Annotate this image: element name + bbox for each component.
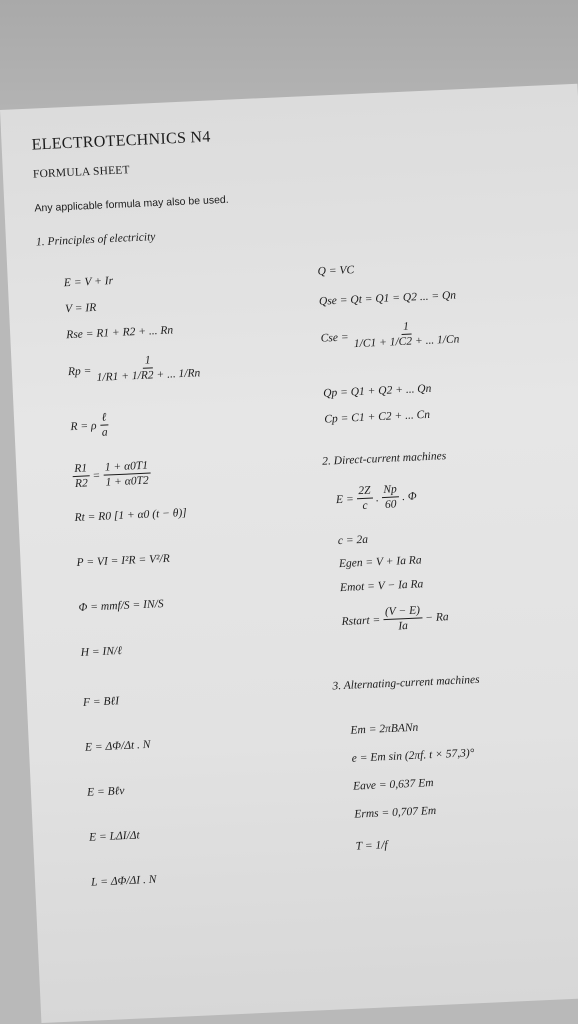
formula-power: P = VI = I²R = V²/R <box>76 552 171 569</box>
formula-rms-emf: Erms = 0,707 Em <box>354 804 437 821</box>
formula-resistivity <box>70 410 110 441</box>
formula-motional-emf: E = Bℓv <box>86 785 125 799</box>
section-principles: 1. Principles of electricity <box>35 231 156 249</box>
formula-series-resistance: Rse = R1 + R2 + ... Rn <box>66 324 174 342</box>
formula-temperature-resistance: Rt = R0 [1 + α0 (t − θ)] <box>74 506 188 525</box>
formula-instant-emf: e = Em sin (2πf. t × 57,3)° <box>351 747 475 765</box>
formula-motor-emf: Emot = V − Ia Ra <box>339 578 424 595</box>
formula-field-strength: H = IN/ℓ <box>80 645 123 659</box>
formula-period: T = 1/f <box>355 839 388 853</box>
page-title: ELECTROTECHNICS N4 <box>31 128 212 154</box>
page-subtitle: FORMULA SHEET <box>32 164 130 181</box>
formula-induced-emf: E = ΔΦ/Δt . N <box>84 738 151 754</box>
formula-parallel-capacitance: Cp = C1 + C2 + ... Cn <box>324 408 431 426</box>
formula-ohms-law: V = IR <box>64 301 97 316</box>
formula-generator-emf: Egen = V + Ia Ra <box>338 554 422 571</box>
formula-temperature-ratio: $\frac{R1}{R2}$ = $\frac{1 + \alpha 0T1}{1 + \alpha 0T2}$ <box>72 459 151 491</box>
formula-flux: Φ = mmf/S = IN/S <box>78 598 164 614</box>
formula-emf: E = V + Ir <box>63 275 114 290</box>
formula-series-capacitance: Cse = $\frac{1}{1/C1 + 1/C2 + ... 1/Cn}$ <box>320 320 460 351</box>
section-dc-machines: 2. Direct-current machines <box>322 450 447 468</box>
formula-sheet-page <box>0 84 578 1023</box>
resistivity-lhs: R = ρ <box>70 419 97 433</box>
formula-average-emf: Eave = 0,637 Em <box>352 777 434 793</box>
formula-parallel-charge: Qp = Q1 + Q2 + ... Qn <box>322 382 432 400</box>
formula-parallel-paths: c = 2a <box>337 533 369 548</box>
resistivity-numerator: ℓ <box>99 410 108 425</box>
page-note: Any applicable formula may also be used. <box>34 193 229 215</box>
resistivity-denominator: a <box>101 426 108 439</box>
formula-self-induced-emf: E = LΔI/Δt <box>88 829 140 844</box>
formula-starting-resistance: Rstart = $\frac{(V - E)}{Ia}$ − Ra <box>341 604 449 633</box>
formula-force: F = BℓI <box>82 695 120 709</box>
formula-parallel-resistance: Rp = $\frac{1}{1/R1 + 1/R2 + ... 1/Rn}$ <box>67 354 201 384</box>
formula-max-emf: Em = 2πBANn <box>350 721 419 737</box>
formula-series-charge: Qse = Qt = Q1 = Q2 ... = Qn <box>318 289 457 308</box>
formula-charge: Q = VC <box>317 264 355 278</box>
formula-inductance: L = ΔΦ/ΔI . N <box>90 873 157 889</box>
section-ac-machines: 3. Alternating-current machines <box>332 673 480 693</box>
formula-generated-emf: E = $\frac{2Z}{c}$ . $\frac{Np}{60}$ . Φ <box>335 483 417 512</box>
